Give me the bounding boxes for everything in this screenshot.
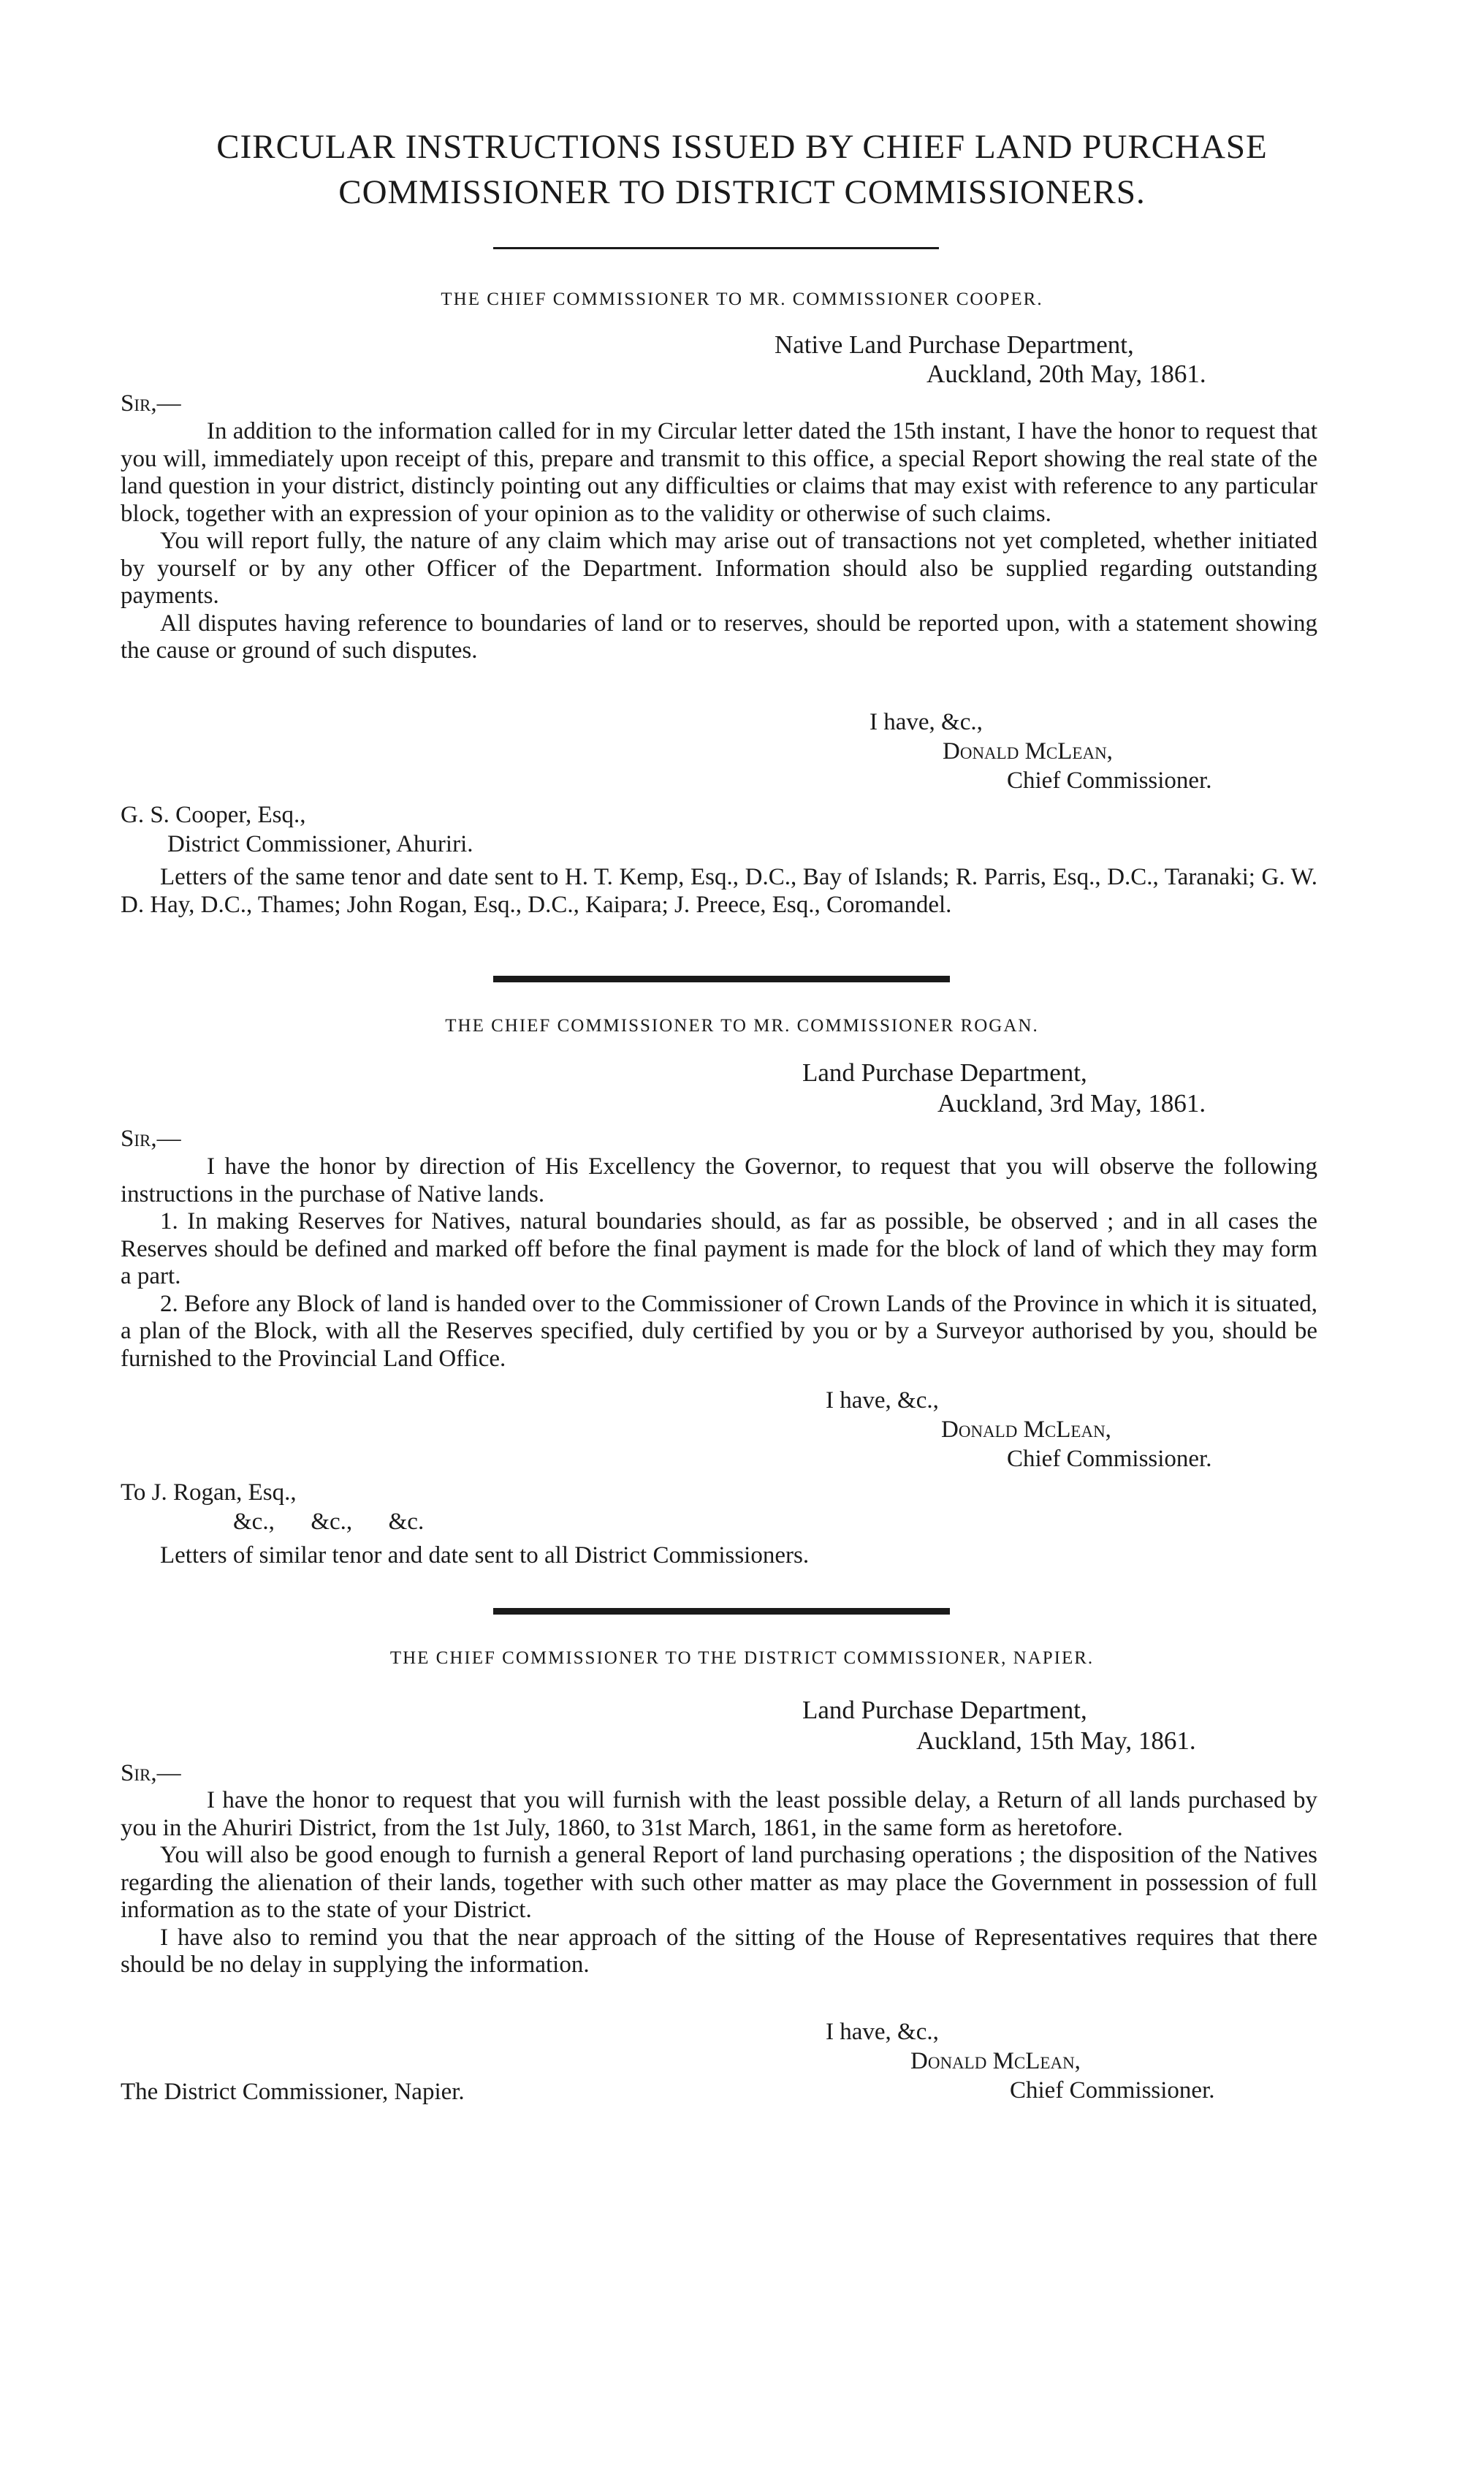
letter-2-department: Land Purchase Department,	[802, 1058, 1087, 1087]
letter-2-paragraph: 2. Before any Block of land is handed over to the Commissioner of Crown Lands of the Province in which it is situated, a plan of the Block, with all the Reserves specified, duly certified by you or by a Surveyor authorised by you, should be furnished to the Provincial Land Office.	[121, 1290, 1317, 1372]
letter-1-paragraph: You will report fully, the nature of any claim which may arise out of transactions not yet completed, whether initiated by yourself or by any other Officer of the Department. Information should also be supplied regarding outstanding payments.	[121, 528, 1317, 609]
letter-2-signatory-title: Chief Commissioner.	[1007, 1446, 1212, 1472]
letter-3-department: Land Purchase Department,	[802, 1696, 1087, 1724]
section-divider	[493, 976, 950, 982]
letter-2-signatory: Donald McLean,	[941, 1416, 1111, 1443]
letter-2-place-date: Auckland, 3rd May, 1861.	[937, 1089, 1206, 1118]
letter-1-closing: I have, &c.,	[870, 709, 983, 735]
letter-3-body	[121, 1787, 1317, 1979]
letter-1-paragraph: All disputes having reference to boundaries of land or to reserves, should be reported upon, with a statement showing the cause or ground of such disputes.	[121, 610, 1317, 664]
letter-2-heading: THE CHIEF COMMISSIONER TO MR. COMMISSIONER ROGAN.	[445, 1016, 1039, 1036]
addressee-line: G. S. Cooper, Esq.,	[121, 802, 306, 828]
letter-1-salutation: Sir,—	[121, 390, 181, 417]
letter-3-addressee	[121, 2077, 465, 2106]
letter-1-note-text: Letters of the same tenor and date sent to H. T. Kemp, Esq., D.C., Bay of Islands; R. Parris, Esq., D.C., Taranaki; G. W. D. Hay, D.C., Thames; John Rogan, Esq., D.C., Kaipara; J. Preece, Esq., Coromandel.	[121, 864, 1317, 918]
addressee-line: To J. Rogan, Esq.,	[121, 1479, 297, 1506]
letter-2-note-text: Letters of similar tenor and date sent to all District Commissioners.	[160, 1542, 810, 1569]
letter-3-place-date: Auckland, 15th May, 1861.	[916, 1726, 1196, 1755]
title-line-2: COMMISSIONER TO DISTRICT COMMISSIONERS.	[338, 173, 1146, 211]
letter-2-body	[121, 1153, 1317, 1373]
letter-2-paragraph: I have the honor by direction of His Excellency the Governor, to request that you will observe the following instructions in the purchase of Native lands.	[121, 1153, 1317, 1207]
letter-3-salutation: Sir,—	[121, 1760, 181, 1786]
letter-1-addressee	[121, 800, 473, 859]
section-divider	[493, 1608, 950, 1615]
letter-3-closing: I have, &c.,	[826, 2019, 939, 2045]
letter-3-paragraph: I have the honor to request that you will furnish with the least possible delay, a Return of all lands purchased by you in the Ahuriri District, from the 1st July, 1860, to 31st March, 1861, in the same form as heretofore.	[121, 1787, 1317, 1841]
letter-1-department: Native Land Purchase Department,	[775, 330, 1134, 359]
title-divider	[493, 247, 939, 249]
letter-3-signatory-title: Chief Commissioner.	[1010, 2077, 1215, 2104]
letter-2-note	[121, 1542, 1317, 1570]
addressee-line: The District Commissioner, Napier.	[121, 2079, 465, 2105]
letter-1-heading: THE CHIEF COMMISSIONER TO MR. COMMISSIONER COOPER.	[441, 289, 1043, 309]
letter-2-addressee	[121, 1478, 424, 1536]
letter-1-signatory-title: Chief Commissioner.	[1007, 767, 1212, 794]
letter-3-paragraph: I have also to remind you that the near approach of the sitting of the House of Representatives requires that there should be no delay in supplying the information.	[121, 1924, 1317, 1978]
letter-1-paragraph: In addition to the information called for in my Circular letter dated the 15th instant, I have the honor to request that you will, immediately upon receipt of this, prepare and transmit to this office, a special Report showing the real state of the land question in your district, distincly pointing out any difficulties or claims that may exist with reference to any particular block, together with an expression of your opinion as to the validity or otherwise of such claims.	[121, 418, 1317, 527]
addressee-line: District Commissioner, Ahuriri.	[167, 831, 473, 857]
letter-2-paragraph: 1. In making Reserves for Natives, natural boundaries should, as far as possible, be observed ; and in all cases the Reserves should be defined and marked off before the final payment is made for the block of land of which they may form a part.	[121, 1208, 1317, 1289]
letter-1-note	[121, 864, 1317, 919]
letter-2-salutation: Sir,—	[121, 1126, 181, 1152]
letter-3-heading: THE CHIEF COMMISSIONER TO THE DISTRICT COMMISSIONER, NAPIER.	[389, 1648, 1095, 1668]
addressee-line: &c., &c., &c.	[233, 1509, 425, 1535]
letter-2-closing: I have, &c.,	[826, 1387, 939, 1414]
letter-3-signatory: Donald McLean,	[910, 2048, 1081, 2074]
letter-1-signatory: Donald McLean,	[943, 738, 1113, 765]
page-title	[0, 124, 1484, 215]
letter-1-body	[121, 418, 1317, 665]
letter-3-paragraph: You will also be good enough to furnish a general Report of land purchasing operations ; the disposition of the Natives regarding the alienation of their lands, together with such other matter as may place the Government in possession of full information as to the state of your District.	[121, 1842, 1317, 1923]
title-line-1: CIRCULAR INSTRUCTIONS ISSUED BY CHIEF LAND PURCHASE	[216, 128, 1268, 166]
letter-1-place-date: Auckland, 20th May, 1861.	[926, 360, 1206, 388]
